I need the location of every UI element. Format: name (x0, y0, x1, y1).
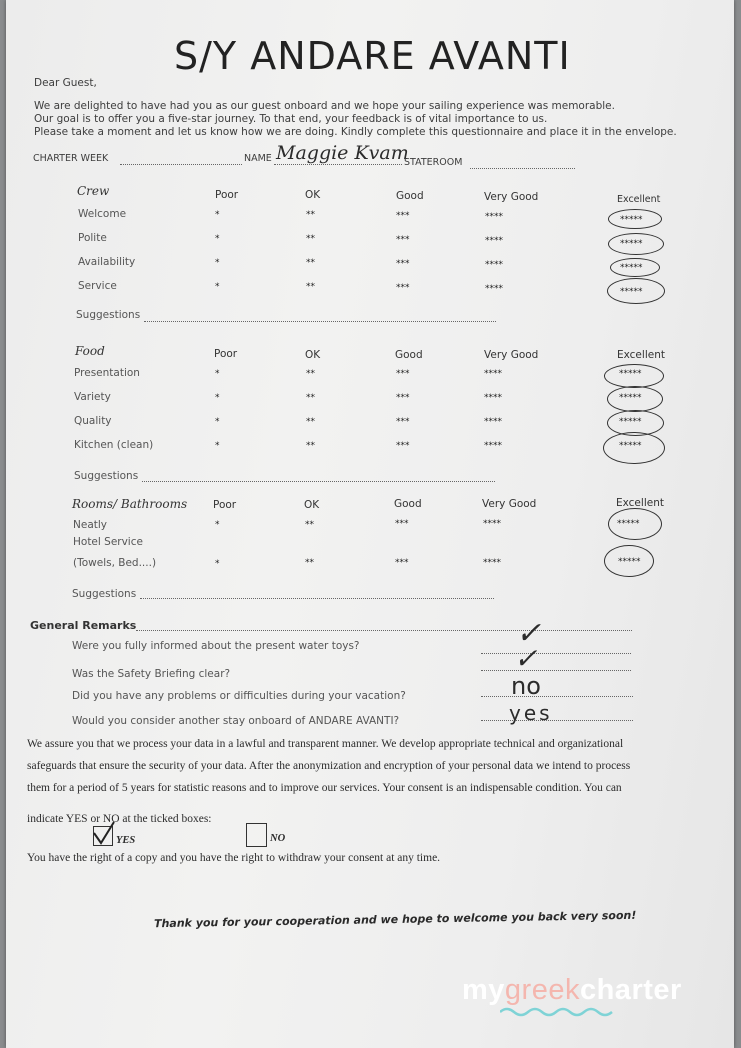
crew-suggestions-line[interactable] (144, 321, 496, 322)
selection-circle (607, 278, 665, 304)
question-water-toys: Were you fully informed about the present water toys? (72, 640, 360, 652)
col-very-good: Very Good (484, 349, 539, 361)
section-crew-title: Crew (77, 184, 110, 198)
consent-no-label: NO (270, 833, 286, 844)
rating-ok[interactable]: ** (306, 258, 315, 268)
answer-checkmark: ✓ (516, 616, 542, 651)
rating-ok[interactable]: ** (306, 234, 315, 244)
checkmark-icon (92, 821, 116, 845)
consent-line-1: We assure you that we process your data in a lawful and transparent manner. We develop appropriate technical and organizational (27, 738, 624, 750)
crew-item-availability: Availability (78, 256, 136, 268)
rating-very-good[interactable]: **** (483, 519, 501, 529)
intro-line-1: We are delighted to have had you as our guest onboard and we hope your sailing experience was memorable. (34, 100, 615, 112)
rating-ok[interactable]: ** (306, 282, 315, 292)
rating-ok[interactable]: ** (306, 369, 315, 379)
rating-very-good[interactable]: **** (483, 558, 501, 568)
rooms-suggestions-label: Suggestions (72, 588, 137, 600)
rating-very-good[interactable]: **** (485, 212, 503, 222)
rating-excellent[interactable]: ***** (620, 287, 643, 297)
intro-line-3: Please take a moment and let us know how we are doing. Kindly complete this questionnaire and place it in the envelope. (34, 126, 677, 138)
rating-excellent[interactable]: ***** (619, 441, 642, 451)
rating-excellent[interactable]: ***** (619, 393, 642, 403)
page-title: S/Y ANDARE AVANTI (174, 34, 571, 78)
crew-item-welcome: Welcome (78, 208, 127, 220)
rating-good[interactable]: *** (396, 211, 410, 221)
rating-poor[interactable]: * (215, 441, 220, 451)
selection-circle (608, 508, 662, 540)
rating-very-good[interactable]: **** (485, 284, 503, 294)
mygreekcharter-logo (462, 974, 682, 1007)
rating-excellent[interactable]: ***** (620, 263, 643, 273)
question-another-stay: Would you consider another stay onboard of ANDARE AVANTI? (72, 715, 400, 727)
section-food-title: Food (75, 344, 105, 358)
col-good: Good (396, 190, 424, 202)
rating-good[interactable]: *** (396, 369, 410, 379)
rating-good[interactable]: *** (396, 235, 410, 245)
rating-poor[interactable]: * (215, 210, 220, 220)
rating-excellent[interactable]: ***** (620, 215, 643, 225)
col-ok: OK (305, 189, 321, 201)
crew-item-polite: Polite (78, 232, 107, 244)
rating-poor[interactable]: * (215, 520, 220, 530)
food-suggestions-line[interactable] (142, 481, 495, 482)
col-poor: Poor (214, 348, 238, 360)
answer-line[interactable] (481, 720, 633, 721)
rating-very-good[interactable]: **** (484, 393, 502, 403)
rating-excellent[interactable]: ***** (618, 557, 641, 567)
charter-week-line[interactable] (120, 164, 242, 165)
rating-poor[interactable]: * (215, 234, 220, 244)
selection-circle (604, 545, 654, 577)
rating-poor[interactable]: * (215, 393, 220, 403)
selection-circle (604, 364, 664, 388)
rating-poor[interactable]: * (215, 258, 220, 268)
selection-circle (610, 258, 660, 277)
rating-ok[interactable]: ** (306, 393, 315, 403)
name-line (274, 164, 402, 165)
rating-very-good[interactable]: **** (484, 417, 502, 427)
selection-circle (608, 233, 664, 255)
rating-excellent[interactable]: ***** (617, 519, 640, 529)
answer-line[interactable] (481, 653, 631, 654)
general-remarks-line (136, 630, 632, 631)
rating-poor[interactable]: * (215, 417, 220, 427)
rooms-item-hotel-service: Hotel Service (73, 536, 143, 548)
rating-very-good[interactable]: **** (484, 369, 502, 379)
rating-good[interactable]: *** (395, 558, 409, 568)
rating-good[interactable]: *** (396, 441, 410, 451)
crew-suggestions-label: Suggestions (76, 309, 141, 321)
food-suggestions-label: Suggestions (74, 470, 139, 482)
question-problems: Did you have any problems or difficulties during your vacation? (72, 690, 406, 702)
rating-good[interactable]: *** (396, 393, 410, 403)
rating-ok[interactable]: ** (305, 558, 314, 568)
selection-circle (608, 209, 662, 229)
rating-excellent[interactable]: ***** (619, 417, 642, 427)
rating-ok[interactable]: ** (306, 417, 315, 427)
name-value[interactable]: Maggie Kvam (276, 142, 409, 164)
col-excellent: Excellent (616, 497, 664, 509)
consent-yes-label: YES (116, 835, 136, 846)
answer-line[interactable] (481, 696, 633, 697)
rooms-item-towels: (Towels, Bed....) (73, 557, 157, 569)
col-very-good: Very Good (482, 498, 537, 510)
rating-good[interactable]: *** (396, 283, 410, 293)
rating-poor[interactable]: * (215, 559, 220, 569)
rooms-suggestions-line[interactable] (140, 598, 494, 599)
thank-you-note: Thank you for your cooperation and we hope to welcome you back very soon! (153, 908, 637, 931)
greeting: Dear Guest, (34, 77, 97, 89)
col-poor: Poor (213, 499, 237, 511)
rooms-item-neatly: Neatly (73, 519, 107, 531)
rating-poor[interactable]: * (215, 369, 220, 379)
charter-week-label: CHARTER WEEK (33, 153, 109, 164)
answer-line[interactable] (481, 670, 631, 671)
rating-very-good[interactable]: **** (485, 260, 503, 270)
rating-good[interactable]: *** (396, 417, 410, 427)
stateroom-label: STATEROOM (404, 157, 463, 168)
rating-excellent[interactable]: ***** (619, 369, 642, 379)
rating-very-good[interactable]: **** (485, 236, 503, 246)
rating-ok[interactable]: ** (306, 210, 315, 220)
rating-poor[interactable]: * (215, 282, 220, 292)
intro-line-2: Our goal is to offer you a five-star journey. To that end, your feedback is of vital importance to us. (34, 113, 548, 125)
col-ok: OK (305, 349, 321, 361)
col-poor: Poor (215, 189, 239, 201)
col-excellent: Excellent (617, 349, 665, 361)
consent-line-3: them for a period of 5 years for statistic reasons and to improve our services. Your consent is an indispensable condition. You can (27, 782, 622, 794)
col-good: Good (395, 349, 423, 361)
consent-line-2: safeguards that ensure the security of your data. After the anonymization and encryption of your personal data we intend to process (27, 760, 631, 772)
food-item-presentation: Presentation (74, 367, 140, 379)
answer-yes: yes (509, 701, 553, 725)
rating-very-good[interactable]: **** (484, 441, 502, 451)
selection-circle (607, 386, 663, 412)
col-good: Good (394, 498, 422, 510)
name-label: NAME (244, 153, 272, 164)
consent-no-checkbox[interactable] (246, 823, 267, 847)
col-ok: OK (304, 499, 320, 511)
food-item-kitchen: Kitchen (clean) (74, 439, 154, 451)
wave-icon (500, 1006, 618, 1018)
col-very-good: Very Good (484, 191, 539, 203)
rating-ok[interactable]: ** (306, 441, 315, 451)
consent-yes-checkbox[interactable] (93, 826, 113, 846)
consent-rights: You have the right of a copy and you have the right to withdraw your consent at any time. (27, 852, 441, 864)
rating-ok[interactable]: ** (305, 520, 314, 530)
col-excellent: Excellent (617, 194, 661, 205)
logo-part-greek: greek (504, 974, 580, 1006)
answer-checkmark: ✓ (514, 642, 538, 675)
consent-line-4: indicate YES or NO at the ticked boxes: (27, 813, 212, 825)
rating-excellent[interactable]: ***** (620, 239, 643, 249)
general-remarks-title: General Remarks (30, 619, 137, 632)
answer-no: no (511, 672, 541, 700)
question-safety-briefing: Was the Safety Briefing clear? (72, 668, 231, 680)
food-item-quality: Quality (74, 415, 112, 427)
selection-circle (603, 432, 665, 464)
rating-good[interactable]: *** (395, 519, 409, 529)
section-rooms-title: Rooms/ Bathrooms (72, 497, 188, 511)
questionnaire-page (6, 0, 734, 1048)
stateroom-line[interactable] (470, 168, 575, 169)
rating-good[interactable]: *** (396, 259, 410, 269)
food-item-variety: Variety (74, 391, 111, 403)
logo-part-charter: charter (579, 974, 682, 1006)
logo-part-my: my (462, 974, 505, 1006)
crew-item-service: Service (78, 280, 117, 292)
